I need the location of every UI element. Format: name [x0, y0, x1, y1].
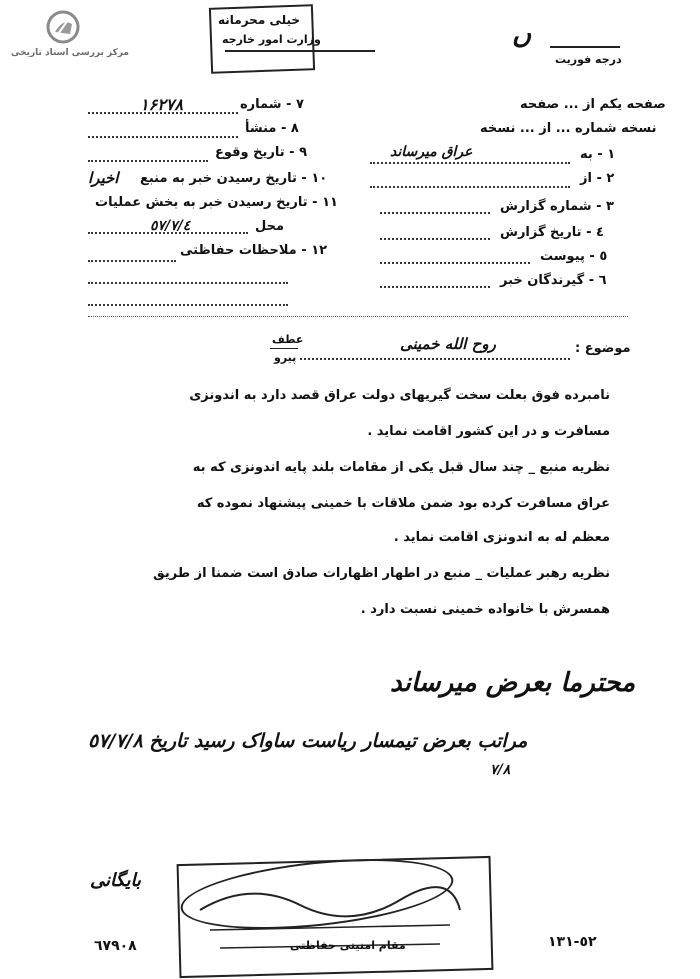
f7-label: ٧ - شماره	[240, 97, 304, 112]
r3-label: ٣ - شماره گزارش	[500, 199, 614, 214]
f7-value: ۱۶۲۷۸	[140, 95, 183, 114]
r2-label: ٢ - از	[580, 171, 615, 186]
body-line-1: نامبرده فوق بعلت سخت گیریهای دولت عراق قصد دارد به اندونزی	[189, 388, 610, 403]
urgency-mark: ں	[512, 20, 532, 50]
r4-label: ٤ - تاریخ گزارش	[500, 225, 604, 240]
header-divider	[88, 316, 628, 317]
r1-line	[370, 162, 570, 164]
copy-number: نسخه شماره ... از ... نسخه	[480, 121, 657, 136]
top-stamp-subtitle: وزارت امور خارجه	[222, 33, 321, 46]
r1-value: عراق میرساند	[390, 144, 473, 160]
left-code: ٦٧٩٠٨	[94, 938, 137, 954]
f12-line	[88, 260, 176, 262]
f8-label: ٨ - منشأ	[245, 121, 299, 136]
r1-label: ١ - به	[580, 147, 616, 162]
handwritten-date-note: ٧/٨	[490, 762, 511, 778]
f12-line-2	[88, 282, 288, 284]
f12-line-3	[88, 304, 288, 306]
r5-line	[380, 262, 530, 264]
r4-line	[380, 238, 490, 240]
f10-value: اخیرا	[88, 169, 119, 187]
top-stamp-title: خیلی محرمانه	[218, 13, 301, 27]
f11-label: ١١ - تاریخ رسیدن خبر به بخش عملیات	[95, 195, 338, 210]
f12-label: ١٢ - ملاحظات حفاظتی	[180, 243, 328, 258]
subject-line	[300, 358, 570, 360]
r3-line	[380, 212, 490, 214]
urgency-label: درجه فوریت	[555, 53, 622, 66]
stamp-rule	[225, 50, 375, 52]
ref-divider	[270, 348, 298, 349]
f10-label: ١٠ - تاریخ رسیدن خبر به منبع	[140, 171, 328, 186]
archive-logo	[10, 8, 130, 66]
r6-line	[380, 286, 490, 288]
f9-label: ٩ - تاریخ وقوع	[215, 145, 308, 160]
r5-label: ٥ - پیوست	[540, 249, 608, 264]
body-line-7: همسرش با خانواده خمینی نسبت دارد .	[360, 602, 610, 617]
left-handwritten-note: بایگانی	[90, 870, 141, 891]
urgency-rule	[550, 46, 620, 48]
subject-label: موضوع :	[575, 341, 631, 356]
archive-emblem-icon	[46, 10, 80, 44]
handwritten-referral: مراتب بعرض تیمسار ریاست ساواک رسید تاریخ ٥٧/٧/٨	[88, 730, 528, 752]
f8-line	[88, 136, 238, 138]
right-code: ٥٢-١٣١	[548, 934, 597, 950]
f11-value: ٥٧/٧/٤	[150, 218, 191, 234]
body-line-2: مسافرت و در این کشور اقامت نماید .	[367, 424, 610, 439]
ref-top: عطف	[272, 333, 304, 346]
f9-line	[88, 160, 208, 162]
handwritten-greeting: محترما بعرض میرساند	[390, 668, 636, 698]
logo-caption: مرکز بررسی اسناد تاریخی	[10, 48, 130, 58]
body-line-5: معظم له به اندونزی اقامت نماید .	[393, 530, 610, 545]
r2-line	[370, 186, 570, 188]
ref-bottom: پیرو	[274, 351, 297, 364]
page-count: صفحه یکم از ... صفحه	[520, 97, 666, 112]
body-line-3: نظریه منبع _ چند سال قبل یکی از مقامات بلند پایه اندونزی که به	[192, 460, 610, 475]
r6-label: ٦ - گیرندگان خبر	[500, 273, 607, 288]
body-line-4: عراق مسافرت کرده بود ضمن ملاقات با خمینی پیشنهاد نموده که	[196, 496, 610, 511]
body-line-6: نظریه رهبر عملیات _ منبع در اطهار اظهارات صادق است ضمنا از طریق	[153, 566, 610, 581]
bottom-stamp-text: مقام امنیتی حفاظتی	[290, 939, 406, 952]
subject-value: روح الله خمینی	[400, 335, 496, 353]
place-label: محل	[255, 219, 285, 234]
